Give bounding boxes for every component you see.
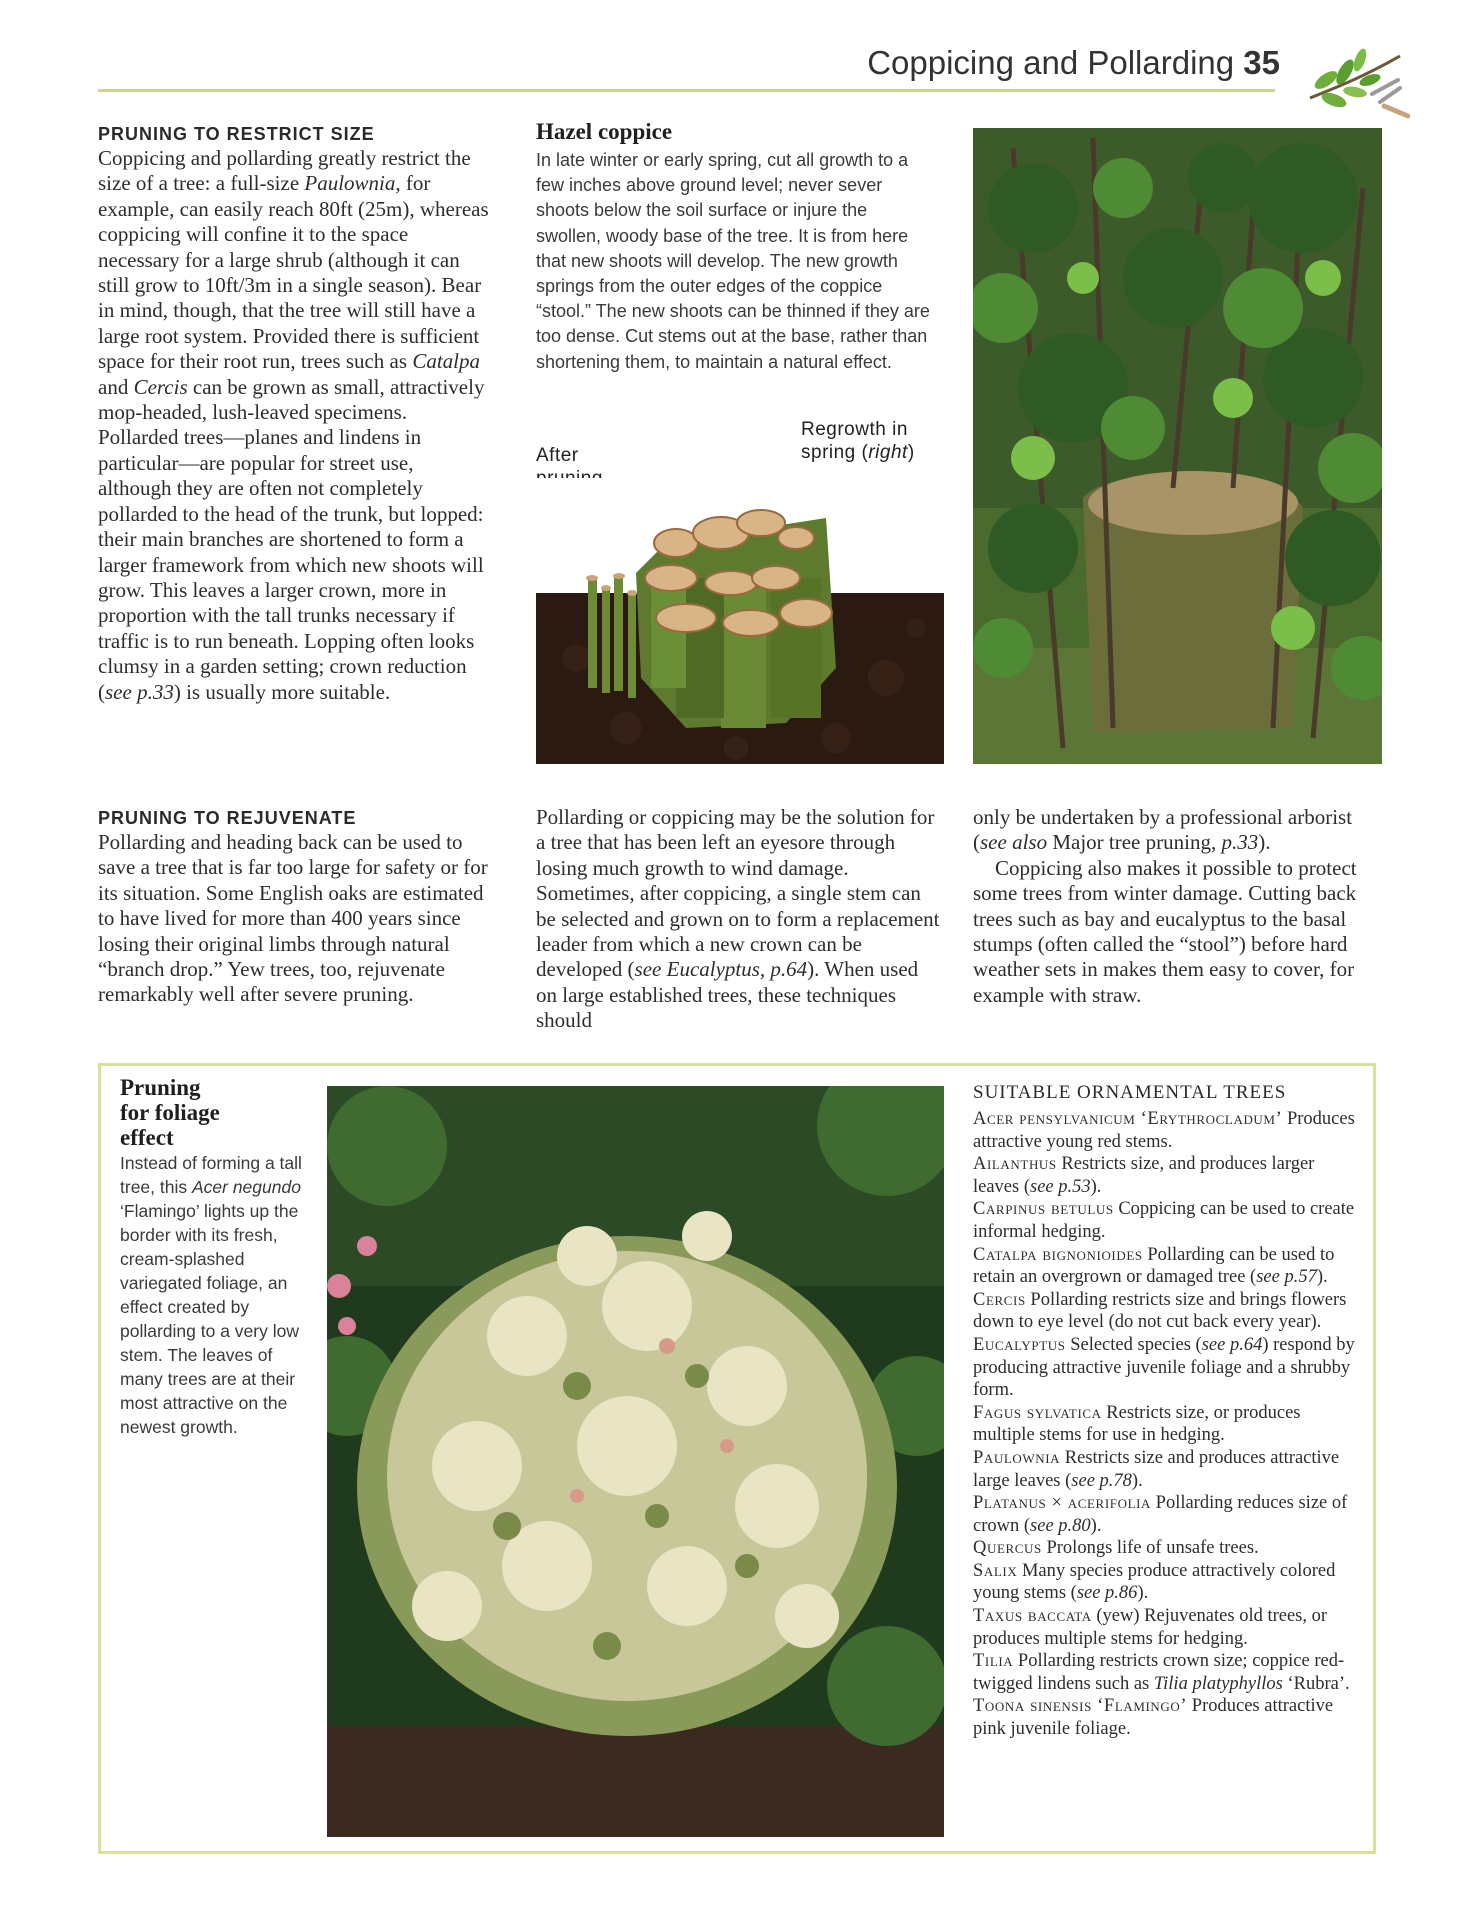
trees-list-title: SUITABLE ORNAMENTAL TREES — [973, 1082, 1287, 1103]
tree-name: Quercus — [973, 1538, 1042, 1559]
tree-name: Cercis — [973, 1289, 1026, 1310]
tree-name: Platanus × acerifolia — [973, 1493, 1152, 1514]
tree-name: Catalpa bignonioides — [973, 1244, 1143, 1265]
tree-list-item: Eucalyptus Selected species (see p.64) respond by producing attractive juvenile foliage and a shrubby form. — [973, 1334, 1355, 1401]
tree-name: Ailanthus — [973, 1154, 1057, 1175]
tree-list-item: Tilia Pollarding restricts crown size; coppice red-twigged lindens such as Tilia platyphyllos ‘Rubra’. — [973, 1651, 1350, 1694]
tree-list-item: Salix Many species produce attractively colored young stems (see p.86). — [973, 1560, 1336, 1604]
tree-list-item: Taxus baccata (yew) Rejuvenates old trees, or produces multiple stems for hedging. — [973, 1606, 1328, 1649]
tree-list-item: Acer pensylvanicum ‘Erythrocladum’ Produces attractive young red stems. — [973, 1109, 1355, 1152]
tree-name: Paulownia — [973, 1447, 1061, 1468]
tree-name: Toona sinensis ‘Flamingo’ — [973, 1696, 1188, 1717]
foliage-title: Pruning for foliage effect — [120, 1075, 220, 1150]
tree-name: Taxus baccata — [973, 1606, 1092, 1627]
leaf-pruner-icon — [1300, 36, 1410, 126]
tree-list-item: Cercis Pollarding restricts size and brings flowers down to eye level (do not cut back every year). — [973, 1289, 1347, 1333]
col3-continued-body: only be undertaken by a professional arborist (see also Major tree pruning, p.33). Coppicing also makes it possible to protect some trees from winter damage. Cutting back trees such as bay and eucalyptus to the basal stumps (often called the “stool”) before hard weather sets in makes them easy to cover, for example with straw. — [973, 805, 1357, 1007]
tree-name: Carpinus betulus — [973, 1199, 1114, 1220]
tree-list-item: Catalpa bignonioides Pollarding can be used to retain an overgrown or damaged tree (see p.57). — [973, 1244, 1335, 1288]
tree-name: Tilia — [973, 1651, 1014, 1672]
rejuvenate-heading: PRUNING TO REJUVENATE — [98, 808, 357, 828]
tree-list-item: Fagus sylvatica Restricts size, or produces multiple stems for use in hedging. — [973, 1402, 1301, 1446]
col2-continued-body: Pollarding or coppicing may be the solution for a tree that has been left an eyesore through losing much growth to wind damage. Sometimes, after coppicing, a single stem can be selected and grown on to form a replacement leader from which a new crown can be developed (see Eucalyptus, p.64). When used on large established trees, these techniques should — [536, 805, 940, 1033]
tree-name: Eucalyptus — [973, 1334, 1066, 1355]
section-title: Coppicing and Pollarding — [867, 44, 1235, 81]
restrict-body: Coppicing and pollarding greatly restrict the size of a tree: a full-size Paulownia, for example, can easily reach 80ft (25m), whereas coppicing will confine it to the space necessary for a large shrub (although it can still grow to 10ft/3m in a single season). Bear in mind, though, that the tree will still have a large root system. Provided there is sufficient space for their root run, trees such as Catalpa and Cercis can be grown as small, attractively mop-headed, lush-leaved specimens. Pollarded trees—planes and lindens in particular—are popular for street use, although they are often not completely pollarded to the head of the trunk, but lopped: their main branches are shortened to form a larger framework from which new shoots will grow. This leaves a larger crown, more in proportion with the tall trunks necessary if traffic is to run beneath. Lopping often looks clumsy in a garden setting; crown reduction (see p.33) is usually more suitable. — [98, 146, 489, 704]
coppiced-stump-photo — [536, 478, 944, 764]
tree-name: Salix — [973, 1560, 1018, 1581]
foliage-caption: Instead of forming a tall tree, this Acer negundo ‘Flamingo’ lights up the border with its fresh, cream-splashed variegated foliage, an effect created by pollarding to a very low stem. The leaves of many trees are at their most attractive on the newest growth. — [120, 1153, 302, 1437]
regrowth-photo — [973, 128, 1382, 764]
tree-list-item: Paulownia Restricts size and produces attractive large leaves (see p.78). — [973, 1447, 1340, 1491]
page-number: 35 — [1243, 44, 1280, 81]
hazel-body: In late winter or early spring, cut all growth to a few inches above ground level; never sever shoots below the soil surface or injure the swollen, woody base of the tree. It is from here that new shoots will develop. The new growth springs from the outer edges of the coppice “stool.” The new shoots can be thinned if they are too dense. Cut stems out at the base, rather than shortening them, to maintain a natural effect. — [536, 150, 930, 372]
header-rule — [98, 89, 1275, 92]
tree-name: Acer pensylvanicum ‘Erythrocladum’ — [973, 1109, 1283, 1129]
restrict-heading: PRUNING TO RESTRICT SIZE — [98, 124, 375, 144]
tree-list-item: Toona sinensis ‘Flamingo’ Produces attractive pink juvenile foliage. — [973, 1696, 1334, 1740]
regrowth-label: Regrowth in spring (right) — [801, 419, 915, 463]
tree-name: Fagus sylvatica — [973, 1402, 1102, 1423]
acer-flamingo-photo — [327, 1086, 944, 1837]
tree-list-item: Quercus Prolongs life of unsafe trees. — [973, 1538, 1259, 1559]
rejuvenate-body: Pollarding and heading back can be used to save a tree that is far too large for safety or for its situation. Some English oaks are estimated to have lived for more than 400 years since losing their original limbs through natural “branch drop.” Yew trees, too, rejuvenate remarkably well after severe pruning. — [98, 830, 488, 1007]
tree-list-item: Carpinus betulus Coppicing can be used to create informal hedging. — [973, 1199, 1355, 1242]
hazel-heading: Hazel coppice — [536, 119, 673, 144]
after-pruning-label: After — [536, 445, 579, 466]
trees-list — [973, 1108, 1365, 1741]
tree-list-item: Platanus × acerifolia Pollarding reduces size of crown (see p.80). — [973, 1493, 1348, 1536]
running-header — [867, 44, 1280, 82]
tree-list-item: Ailanthus Restricts size, and produces larger leaves (see p.53). — [973, 1154, 1315, 1197]
